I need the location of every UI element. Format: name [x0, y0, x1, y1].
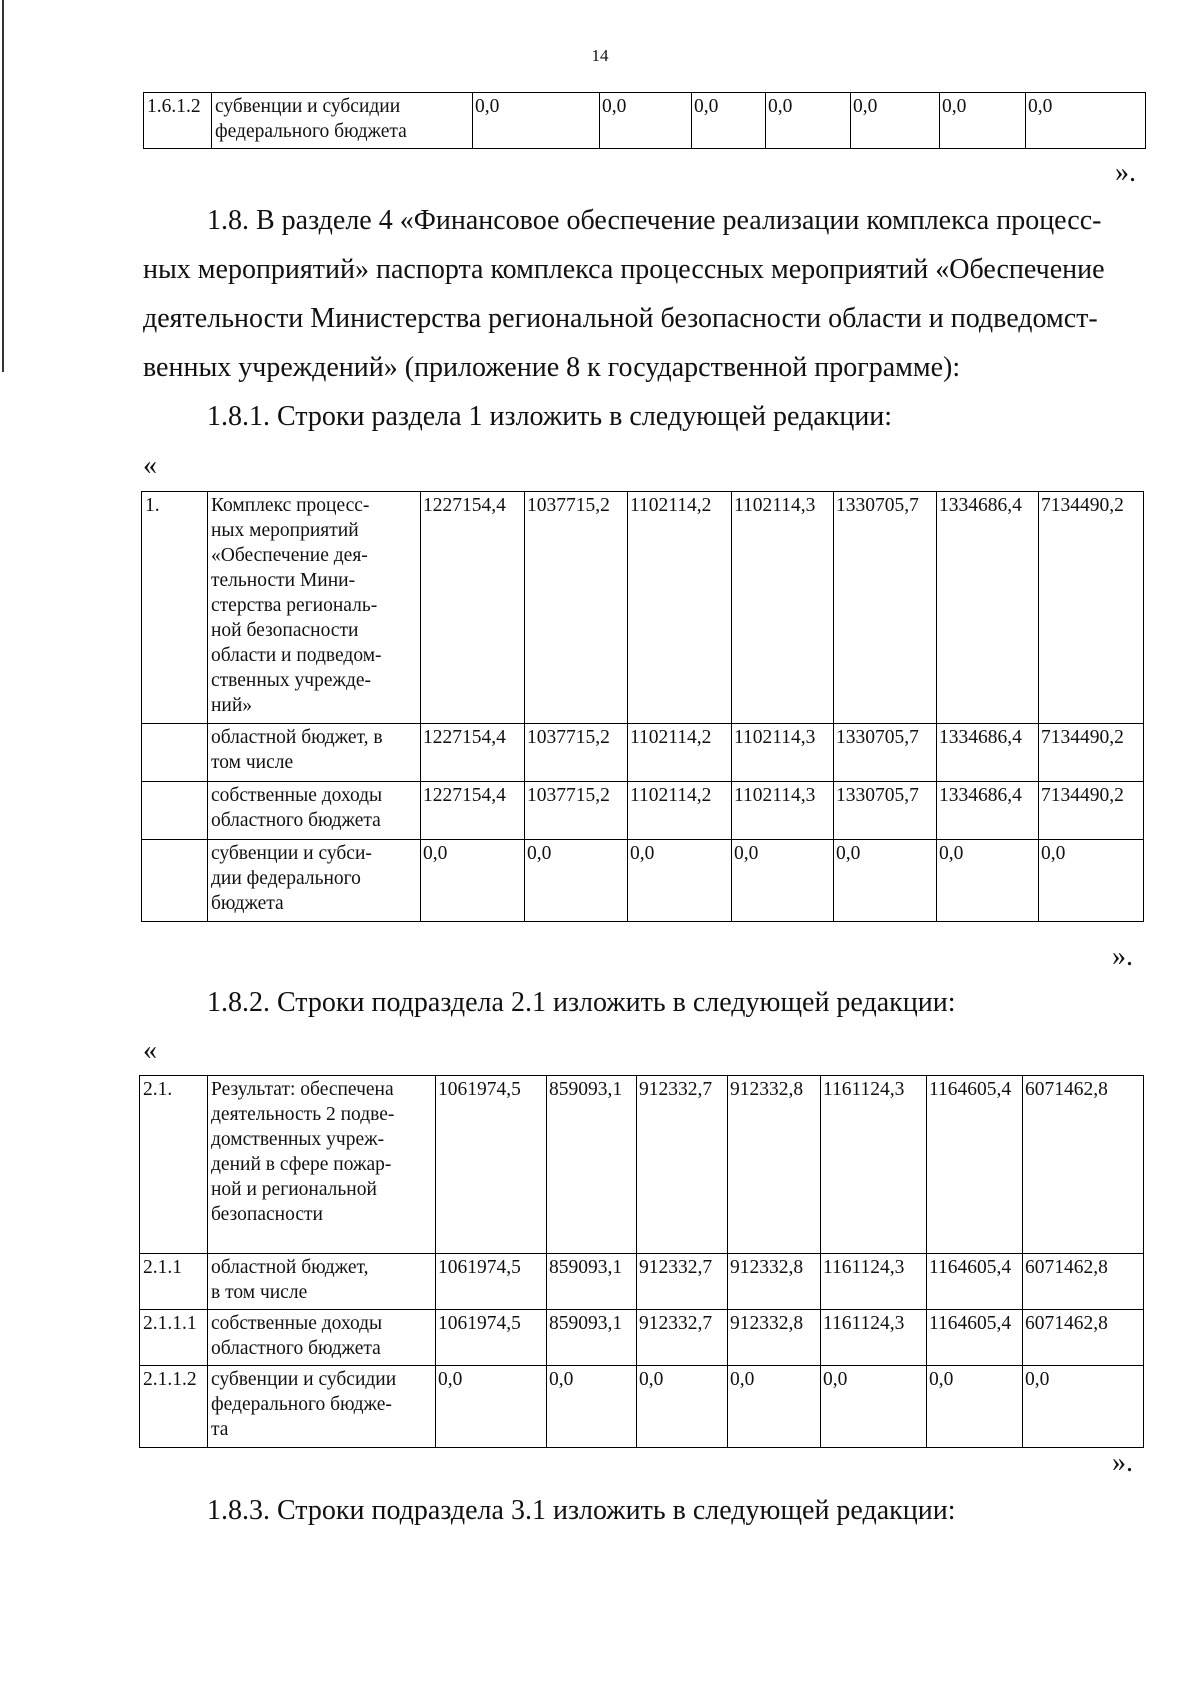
- row-description-cell: Результат: обеспечена деятельность 2 подве- домственных учреж- дений в сфере пожар- ной и региональной безопасности: [208, 1076, 436, 1254]
- paragraph-1-8-1: 1.8.1. Строки раздела 1 изложить в следующей редакции:: [207, 401, 893, 432]
- value-cell: 1061974,5: [436, 1076, 547, 1254]
- value-cell: 6071462,8: [1023, 1310, 1144, 1366]
- value-cell: 1227154,4: [421, 724, 525, 782]
- value-cell: 0,0: [628, 840, 732, 922]
- row-code-cell: 2.1.: [140, 1076, 208, 1254]
- row-description-cell: собственные доходы областного бюджета: [208, 1310, 436, 1366]
- value-cell: 0,0: [547, 1366, 637, 1448]
- row-code-cell: 2.1.1: [140, 1254, 208, 1310]
- value-cell: 1227154,4: [421, 782, 525, 840]
- value-cell: 1102114,3: [732, 782, 834, 840]
- value-cell: 0,0: [834, 840, 937, 922]
- row-description-cell: субвенции и субсидии федерального бюджета: [212, 93, 473, 149]
- value-cell: 1330705,7: [834, 782, 937, 840]
- row-code-cell: 1.: [142, 492, 208, 724]
- value-cell: 912332,7: [637, 1310, 728, 1366]
- value-cell: 0,0: [525, 840, 628, 922]
- row-code-cell: [142, 724, 208, 782]
- row-description-cell: субвенции и субсидии федерального бюдже- та: [208, 1366, 436, 1448]
- value-cell: 1334686,4: [937, 492, 1039, 724]
- value-cell: 1330705,7: [834, 724, 937, 782]
- value-cell: 7134490,2: [1039, 782, 1144, 840]
- table-row: [144, 93, 1146, 149]
- budget-table-section-1: [141, 491, 1144, 922]
- value-cell: 1334686,4: [937, 724, 1039, 782]
- budget-table-subsection-2-1: [139, 1075, 1144, 1448]
- value-cell: 6071462,8: [1023, 1254, 1144, 1310]
- value-cell: 7134490,2: [1039, 724, 1144, 782]
- value-cell: 912332,7: [637, 1076, 728, 1254]
- value-cell: 859093,1: [547, 1310, 637, 1366]
- table-row: [140, 1254, 1144, 1310]
- value-cell: 1164605,4: [927, 1310, 1023, 1366]
- value-cell: 0,0: [927, 1366, 1023, 1448]
- value-cell: 1161124,3: [821, 1076, 927, 1254]
- value-cell: 0,0: [940, 93, 1026, 149]
- table-row: [142, 492, 1144, 724]
- closing-quote-2: ».: [1112, 941, 1133, 972]
- value-cell: 912332,8: [728, 1254, 821, 1310]
- opening-quote-2: «: [143, 1035, 157, 1066]
- value-cell: 0,0: [937, 840, 1039, 922]
- value-cell: 0,0: [421, 840, 525, 922]
- paragraph-1-8-line-3: деятельности Министерства региональной безопасности области и подведомст-: [143, 303, 1098, 334]
- value-cell: 0,0: [692, 93, 766, 149]
- value-cell: 0,0: [821, 1366, 927, 1448]
- value-cell: 912332,7: [637, 1254, 728, 1310]
- table-row: [140, 1076, 1144, 1254]
- row-description-cell: областной бюджет, в том числе: [208, 1254, 436, 1310]
- value-cell: 0,0: [1023, 1366, 1144, 1448]
- value-cell: 1227154,4: [421, 492, 525, 724]
- value-cell: 6071462,8: [1023, 1076, 1144, 1254]
- value-cell: 912332,8: [728, 1310, 821, 1366]
- value-cell: 1164605,4: [927, 1254, 1023, 1310]
- value-cell: 7134490,2: [1039, 492, 1144, 724]
- value-cell: 1161124,3: [821, 1310, 927, 1366]
- table-row: [140, 1366, 1144, 1448]
- value-cell: 0,0: [728, 1366, 821, 1448]
- row-description-cell: субвенции и субси- дии федерального бюджета: [208, 840, 421, 922]
- table-row: [142, 782, 1144, 840]
- value-cell: 1037715,2: [525, 492, 628, 724]
- value-cell: 0,0: [851, 93, 940, 149]
- value-cell: 1102114,2: [628, 724, 732, 782]
- paragraph-1-8-line-2: ных мероприятий» паспорта комплекса процессных мероприятий «Обеспечение: [143, 254, 1105, 285]
- value-cell: 1037715,2: [525, 724, 628, 782]
- paragraph-1-8-3: 1.8.3. Строки подраздела 3.1 изложить в следующей редакции:: [207, 1495, 956, 1526]
- value-cell: 0,0: [732, 840, 834, 922]
- row-code-cell: [142, 782, 208, 840]
- budget-table-top: [143, 92, 1146, 149]
- row-code-cell: 2.1.1.2: [140, 1366, 208, 1448]
- value-cell: 0,0: [473, 93, 600, 149]
- paragraph-1-8-2: 1.8.2. Строки подраздела 2.1 изложить в следующей редакции:: [207, 987, 956, 1018]
- paragraph-1-8-line-1: 1.8. В разделе 4 «Финансовое обеспечение реализации комплекса процесс-: [207, 205, 1102, 236]
- value-cell: 859093,1: [547, 1076, 637, 1254]
- table-row: [142, 840, 1144, 922]
- value-cell: 1102114,2: [628, 782, 732, 840]
- row-code-cell: 1.6.1.2: [144, 93, 212, 149]
- value-cell: 1330705,7: [834, 492, 937, 724]
- value-cell: 1061974,5: [436, 1254, 547, 1310]
- value-cell: 1102114,3: [732, 492, 834, 724]
- opening-quote-1: «: [143, 450, 157, 481]
- paragraph-1-8-line-4: венных учреждений» (приложение 8 к государственной программе):: [143, 352, 961, 383]
- value-cell: 0,0: [600, 93, 692, 149]
- row-description-cell: Комплекс процесс- ных мероприятий «Обеспечение дея- тельности Мини- стерства региональ- ной безопасности области и подведом- ственных учрежде- ний»: [208, 492, 421, 724]
- value-cell: 1102114,2: [628, 492, 732, 724]
- table-row: [142, 724, 1144, 782]
- row-code-cell: 2.1.1.1: [140, 1310, 208, 1366]
- value-cell: 1061974,5: [436, 1310, 547, 1366]
- value-cell: 0,0: [766, 93, 851, 149]
- value-cell: 0,0: [436, 1366, 547, 1448]
- closing-quote-3: ».: [1112, 1447, 1133, 1478]
- row-description-cell: областной бюджет, в том числе: [208, 724, 421, 782]
- value-cell: 0,0: [1039, 840, 1144, 922]
- row-code-cell: [142, 840, 208, 922]
- table-row: [140, 1310, 1144, 1366]
- value-cell: 1161124,3: [821, 1254, 927, 1310]
- value-cell: 0,0: [637, 1366, 728, 1448]
- value-cell: 0,0: [1026, 93, 1146, 149]
- value-cell: 1102114,3: [732, 724, 834, 782]
- value-cell: 912332,8: [728, 1076, 821, 1254]
- row-description-cell: собственные доходы областного бюджета: [208, 782, 421, 840]
- value-cell: 859093,1: [547, 1254, 637, 1310]
- page-number: 14: [591, 46, 609, 65]
- closing-quote-1: ».: [1115, 157, 1136, 188]
- value-cell: 1164605,4: [927, 1076, 1023, 1254]
- value-cell: 1334686,4: [937, 782, 1039, 840]
- value-cell: 1037715,2: [525, 782, 628, 840]
